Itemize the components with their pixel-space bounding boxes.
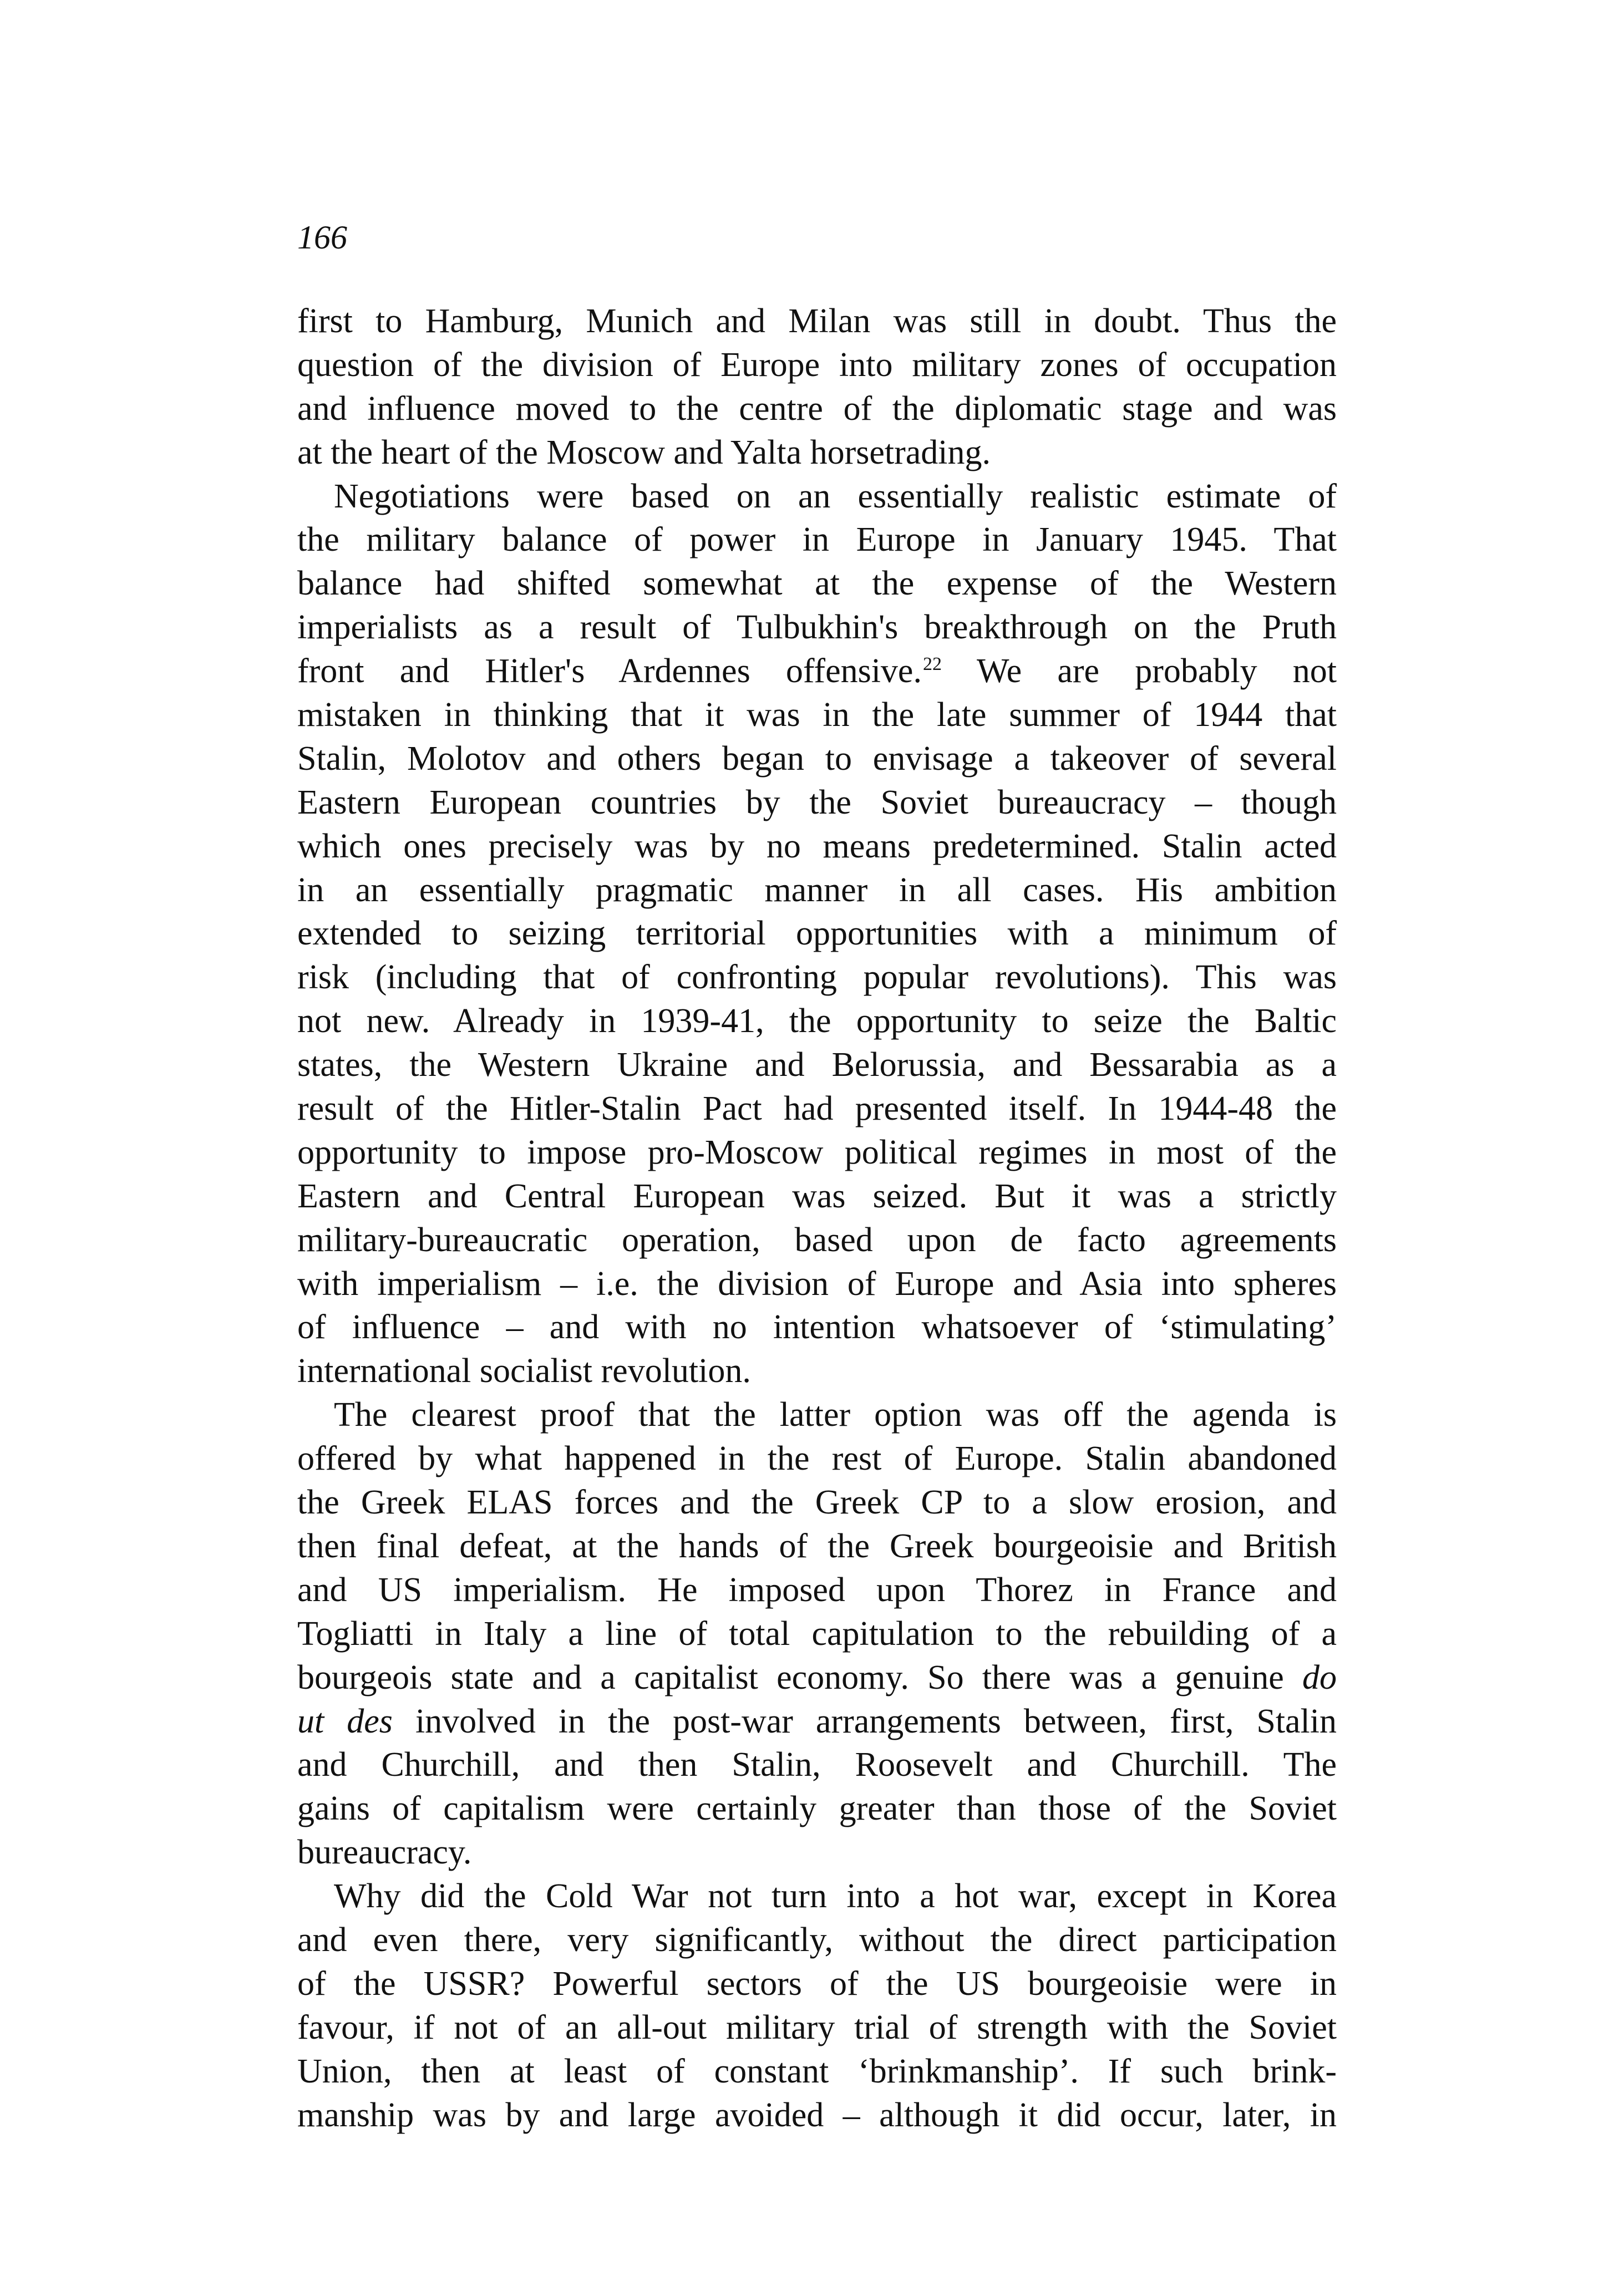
italic-phrase: do — [1302, 1658, 1337, 1696]
text-line: favour, if not of an all-out military trial of strength with the Soviet — [297, 2008, 1337, 2046]
text-line-with-footnote — [297, 649, 1337, 693]
text-line: not new. Already in 1939-41, the opportunity to seize the Baltic — [297, 1002, 1337, 1040]
text-line: and Churchill, and then Stalin, Roosevelt and Churchill. The — [297, 1746, 1337, 1784]
text-segment: We are probably not — [977, 652, 1337, 690]
paragraph-3 — [297, 1393, 1337, 1874]
text-line: and influence moved to the centre of the diplomatic stage and was — [297, 389, 1337, 428]
text-line: first to Hamburg, Munich and Milan was still in doubt. Thus the — [297, 302, 1337, 340]
text-line: the military balance of power in Europe in January 1945. That — [297, 521, 1337, 559]
text-line: question of the division of Europe into military zones of occupation — [297, 346, 1337, 384]
text-line: military-bureaucratic operation, based upon de facto agreements — [297, 1221, 1337, 1259]
italic-phrase: ut des — [297, 1702, 393, 1740]
text-segment: involved in the post-war arrangements between, first, Stalin — [415, 1702, 1337, 1740]
text-line: mistaken in thinking that it was in the late summer of 1944 that — [297, 696, 1337, 734]
text-line: manship was by and large avoided – although it did occur, later, in — [297, 2096, 1337, 2134]
text-line: bureaucracy. — [297, 1833, 472, 1872]
paragraph-1 — [297, 299, 1337, 475]
text-line: Stalin, Molotov and others began to envisage a takeover of several — [297, 739, 1337, 778]
text-line: then final defeat, at the hands of the Greek bourgeoisie and British — [297, 1527, 1337, 1565]
text-line: international socialist revolution. — [297, 1352, 751, 1390]
text-line: of the USSR? Powerful sectors of the US bourgeoisie were in — [297, 1964, 1337, 2003]
text-line: The clearest proof that the latter option was off the agenda is — [334, 1396, 1337, 1434]
page-number: 166 — [297, 219, 347, 256]
text-line: imperialists as a result of Tulbukhin's breakthrough on the Pruth — [297, 608, 1337, 647]
text-line: and US imperialism. He imposed upon Thorez in France and — [297, 1571, 1337, 1609]
text-line: gains of capitalism were certainly greater than those of the Soviet — [297, 1790, 1337, 1828]
text-segment: bourgeois state and a capitalist economy. So there was a genuine — [297, 1658, 1284, 1696]
text-line-with-italic — [297, 1700, 1337, 1744]
paragraph-2 — [297, 475, 1337, 1394]
text-line: states, the Western Ukraine and Belorussia, and Bessarabia as a — [297, 1046, 1337, 1084]
text-line: extended to seizing territorial opportunities with a minimum of — [297, 915, 1337, 953]
text-line: Negotiations were based on an essentially realistic estimate of — [334, 477, 1337, 515]
paragraph-4 — [297, 1874, 1337, 2137]
text-line: result of the Hitler-Stalin Pact had presented itself. In 1944-48 the — [297, 1090, 1337, 1128]
text-line: Eastern and Central European was seized. But it was a strictly — [297, 1177, 1337, 1215]
body-text — [297, 299, 1337, 2137]
text-line: Eastern European countries by the Soviet bureaucracy – though — [297, 783, 1337, 821]
text-line-with-italic — [297, 1656, 1337, 1700]
text-line: Togliatti in Italy a line of total capitulation to the rebuilding of a — [297, 1614, 1337, 1653]
text-line: offered by what happened in the rest of Europe. Stalin abandoned — [297, 1440, 1337, 1478]
text-line: at the heart of the Moscow and Yalta horsetrading. — [297, 433, 991, 471]
text-segment: front and Hitler's Ardennes offensive. — [297, 652, 922, 690]
text-line: Union, then at least of constant ‘brinkmanship’. If such brink- — [297, 2052, 1337, 2090]
text-line: in an essentially pragmatic manner in all cases. His ambition — [297, 871, 1337, 909]
text-line: balance had shifted somewhat at the expense of the Western — [297, 565, 1337, 603]
text-line: of influence – and with no intention whatsoever of ‘stimulating’ — [297, 1308, 1337, 1347]
text-line: with imperialism – i.e. the division of Europe and Asia into spheres — [297, 1264, 1337, 1303]
text-line: Why did the Cold War not turn into a hot war, except in Korea — [334, 1877, 1337, 1916]
text-line: opportunity to impose pro-Moscow political regimes in most of the — [297, 1133, 1337, 1171]
text-line: the Greek ELAS forces and the Greek CP to a slow erosion, and — [297, 1484, 1337, 1522]
text-line: risk (including that of confronting popular revolutions). This was — [297, 958, 1337, 997]
footnote-reference: 22 — [922, 654, 942, 675]
text-line: which ones precisely was by no means predetermined. Stalin acted — [297, 827, 1337, 865]
text-line: and even there, very significantly, without the direct participation — [297, 1921, 1337, 1959]
